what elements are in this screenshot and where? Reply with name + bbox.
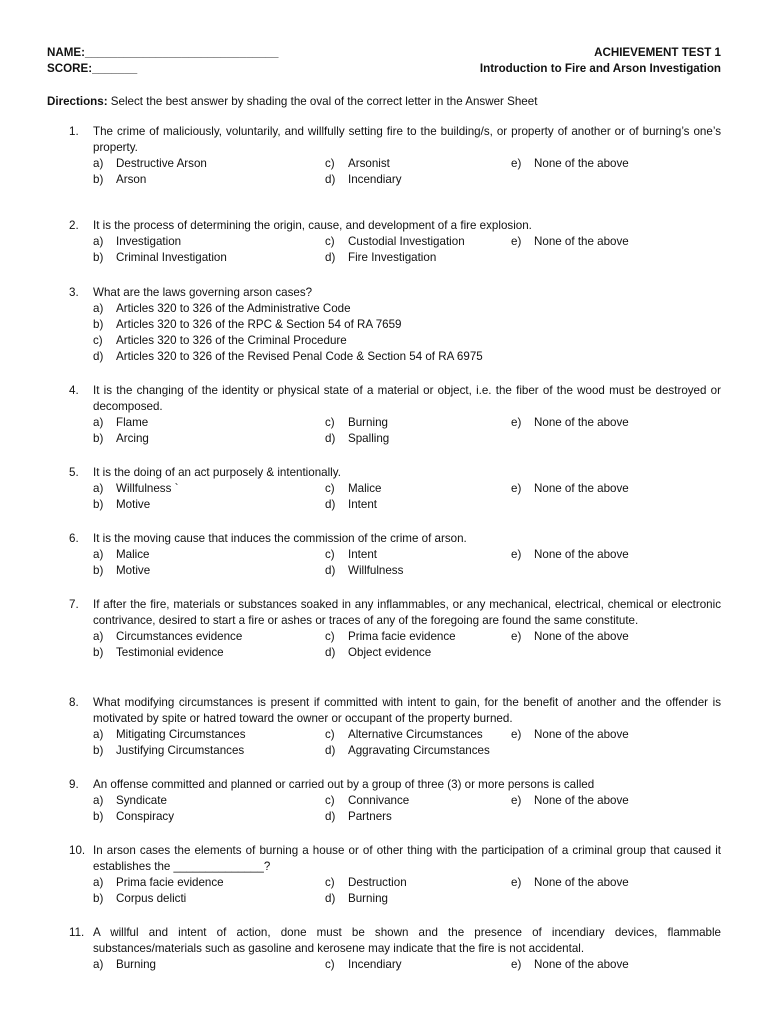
option-text: Arcing	[116, 432, 149, 445]
answer-option	[93, 317, 721, 333]
answer-option	[325, 156, 511, 172]
option-text: Syndicate	[116, 794, 167, 807]
option-row	[93, 743, 721, 759]
option-row	[93, 629, 721, 645]
option-letter: a)	[93, 548, 104, 561]
answer-option	[511, 415, 721, 431]
option-letter: a)	[93, 728, 104, 741]
option-row	[93, 481, 721, 497]
option-text: Prima facie evidence	[348, 630, 456, 643]
option-text: Partners	[348, 810, 392, 823]
answer-option	[325, 415, 511, 431]
option-letter: e)	[511, 958, 522, 971]
answer-option	[325, 250, 511, 266]
option-text: Willfulness `	[116, 482, 179, 495]
option-text: Corpus delicti	[116, 892, 187, 905]
option-row	[93, 809, 721, 825]
option-row	[93, 891, 721, 907]
answer-option	[93, 156, 325, 172]
answer-option	[93, 172, 325, 188]
question-text: What are the laws governing arson cases?	[93, 286, 313, 299]
option-text: Willfulness	[348, 564, 404, 577]
option-text: Mitigating Circumstances	[116, 728, 246, 741]
answer-option	[511, 875, 721, 891]
option-letter: a)	[93, 958, 104, 971]
option-text: Articles 320 to 326 of the Administrative Code	[116, 302, 351, 315]
option-letter: b)	[93, 564, 104, 577]
option-letter: e)	[511, 157, 522, 170]
option-text: Articles 320 to 326 of the Criminal Procedure	[116, 334, 347, 347]
question-item	[47, 285, 721, 365]
option-text: None of the above	[534, 794, 629, 807]
option-text: Testimonial evidence	[116, 646, 224, 659]
answer-option	[511, 629, 721, 645]
option-letter: a)	[93, 482, 104, 495]
option-group	[93, 547, 721, 579]
option-letter: c)	[325, 794, 335, 807]
option-row	[93, 301, 721, 317]
option-text: Criminal Investigation	[116, 251, 227, 264]
option-group	[93, 481, 721, 513]
option-text: Articles 320 to 326 of the RPC & Section 54 of RA 7659	[116, 318, 402, 331]
question-text: In arson cases the elements of burning a house or of other thing with the participation of a criminal group that caused it establishes the ______________?	[93, 844, 721, 873]
option-text: Incendiary	[348, 173, 402, 186]
option-letter: a)	[93, 157, 104, 170]
answer-option	[93, 875, 325, 891]
option-row	[93, 875, 721, 891]
option-row	[93, 156, 721, 172]
option-letter: d)	[325, 251, 336, 264]
option-letter: e)	[511, 876, 522, 889]
option-row	[93, 645, 721, 661]
option-letter: e)	[511, 794, 522, 807]
question-number: 1.	[69, 125, 79, 138]
option-group	[93, 875, 721, 907]
question-text: What modifying circumstances is present if committed with intent to gain, for the benefit of another and the offender is motivated by spite or hatred toward the owner or occupant of the property burned.	[93, 696, 721, 725]
question-text: A willful and intent of action, done must be shown and the presence of incendiary devices, flammable substances/materials such as gasoline and kerosene may indicate that the fire is not accidental.	[93, 926, 721, 955]
question-text: It is the moving cause that induces the commission of the crime of arson.	[93, 532, 467, 545]
question-number: 7.	[69, 598, 79, 611]
option-letter: d)	[93, 350, 104, 363]
option-text: Fire Investigation	[348, 251, 437, 264]
answer-option	[511, 234, 721, 250]
option-letter: e)	[511, 235, 522, 248]
answer-option	[93, 234, 325, 250]
option-row	[93, 250, 721, 266]
answer-option	[511, 481, 721, 497]
answer-option	[511, 793, 721, 809]
answer-option	[325, 645, 511, 661]
option-row	[93, 317, 721, 333]
directions-label: Directions:	[47, 95, 108, 108]
question-item	[47, 597, 721, 661]
option-text: Burning	[348, 892, 388, 905]
option-letter: d)	[325, 432, 336, 445]
answer-option	[93, 547, 325, 563]
question-item	[47, 695, 721, 759]
option-text: Arsonist	[348, 157, 390, 170]
option-letter: c)	[325, 958, 335, 971]
question-number: 10.	[69, 844, 86, 857]
answer-option	[93, 743, 325, 759]
option-row	[93, 563, 721, 579]
question-item	[47, 925, 721, 973]
option-text: None of the above	[534, 157, 629, 170]
question-item	[47, 465, 721, 513]
option-letter: e)	[511, 416, 522, 429]
answer-option	[93, 250, 325, 266]
answer-option	[93, 497, 325, 513]
answer-option	[325, 793, 511, 809]
option-letter: c)	[325, 235, 335, 248]
answer-option	[325, 563, 511, 579]
option-group	[93, 156, 721, 188]
question-text: The crime of maliciously, voluntarily, and willfully setting fire to the building/s, or property of another or of burning’s one’s property.	[93, 125, 721, 154]
answer-option	[93, 563, 325, 579]
option-letter: c)	[325, 630, 335, 643]
question-item	[47, 383, 721, 447]
answer-option	[511, 156, 721, 172]
question-text: If after the fire, materials or substances soaked in any inflammables, or any mechanical, electrical, chemical or electronic contrivance, desired to start a fire or ashes or traces of any of the foregoing are found the same constitute.	[93, 598, 721, 627]
option-letter: c)	[325, 728, 335, 741]
answer-option	[93, 629, 325, 645]
answer-option	[325, 629, 511, 645]
question-text: It is the doing of an act purposely & intentionally.	[93, 466, 341, 479]
option-letter: e)	[511, 548, 522, 561]
option-group	[93, 234, 721, 266]
option-letter: e)	[511, 728, 522, 741]
option-group	[93, 727, 721, 759]
option-letter: b)	[93, 432, 104, 445]
answer-option	[511, 957, 721, 973]
option-letter: b)	[93, 646, 104, 659]
answer-option	[325, 891, 511, 907]
option-row	[93, 727, 721, 743]
answer-option	[325, 497, 511, 513]
option-letter: a)	[93, 302, 104, 315]
answer-option	[93, 957, 325, 973]
option-text: Conspiracy	[116, 810, 174, 823]
option-text: Burning	[116, 958, 156, 971]
answer-option	[93, 431, 325, 447]
question-number: 2.	[69, 219, 79, 232]
option-row	[93, 793, 721, 809]
option-letter: c)	[325, 482, 335, 495]
option-letter: c)	[325, 416, 335, 429]
answer-option	[93, 891, 325, 907]
answer-option	[325, 481, 511, 497]
option-row	[93, 172, 721, 188]
answer-option	[93, 645, 325, 661]
option-letter: a)	[93, 794, 104, 807]
question-number: 3.	[69, 286, 79, 299]
answer-option	[325, 743, 511, 759]
question-number: 4.	[69, 384, 79, 397]
score-field-label: SCORE:_______	[47, 62, 138, 75]
answer-option	[93, 415, 325, 431]
answer-option	[93, 301, 721, 317]
option-text: None of the above	[534, 416, 629, 429]
option-text: Destructive Arson	[116, 157, 207, 170]
option-letter: d)	[325, 892, 336, 905]
option-letter: b)	[93, 744, 104, 757]
answer-option	[93, 727, 325, 743]
option-text: Motive	[116, 564, 151, 577]
answer-option	[93, 793, 325, 809]
option-group	[93, 793, 721, 825]
option-text: Intent	[348, 498, 378, 511]
option-text: Arson	[116, 173, 147, 186]
option-text: Malice	[348, 482, 382, 495]
option-letter: b)	[93, 892, 104, 905]
option-letter: c)	[93, 334, 103, 347]
answer-option	[325, 875, 511, 891]
option-letter: a)	[93, 416, 104, 429]
question-number: 11.	[69, 926, 85, 939]
option-text: None of the above	[534, 482, 629, 495]
option-row	[93, 415, 721, 431]
answer-option	[93, 333, 721, 349]
question-text: An offense committed and planned or carried out by a group of three (3) or more persons is called	[93, 778, 595, 791]
question-item	[47, 843, 721, 907]
question-number: 6.	[69, 532, 79, 545]
option-letter: b)	[93, 498, 104, 511]
question-number: 8.	[69, 696, 79, 709]
option-letter: b)	[93, 173, 104, 186]
option-letter: c)	[325, 157, 335, 170]
option-text: Aggravating Circumstances	[348, 744, 490, 757]
option-text: Circumstances evidence	[116, 630, 243, 643]
question-item	[47, 124, 721, 188]
answer-option	[325, 234, 511, 250]
option-group	[93, 957, 721, 973]
option-letter: c)	[325, 548, 335, 561]
option-text: Malice	[116, 548, 150, 561]
option-text: Destruction	[348, 876, 407, 889]
option-row	[93, 431, 721, 447]
option-text: None of the above	[534, 876, 629, 889]
option-row	[93, 497, 721, 513]
option-letter: d)	[325, 646, 336, 659]
option-row	[93, 234, 721, 250]
option-letter: a)	[93, 630, 104, 643]
answer-option	[325, 957, 511, 973]
option-letter: b)	[93, 318, 104, 331]
answer-option	[325, 547, 511, 563]
option-row	[93, 349, 721, 365]
answer-option	[325, 809, 511, 825]
option-letter: d)	[325, 564, 336, 577]
question-item	[47, 777, 721, 825]
option-text: Object evidence	[348, 646, 432, 659]
option-text: Intent	[348, 548, 378, 561]
option-letter: a)	[93, 876, 104, 889]
option-group	[93, 415, 721, 447]
option-letter: a)	[93, 235, 104, 248]
test-title: ACHIEVEMENT TEST 1	[594, 46, 721, 59]
question-number: 5.	[69, 466, 79, 479]
option-letter: e)	[511, 482, 522, 495]
option-letter: d)	[325, 173, 336, 186]
option-text: None of the above	[534, 728, 629, 741]
answer-option	[93, 481, 325, 497]
option-letter: c)	[325, 876, 335, 889]
answer-option	[93, 349, 721, 365]
option-group	[93, 301, 721, 365]
answer-option	[511, 547, 721, 563]
option-row	[93, 333, 721, 349]
option-text: None of the above	[534, 630, 629, 643]
option-text: Alternative Circumstances	[348, 728, 483, 741]
option-text: Connivance	[348, 794, 410, 807]
option-letter: d)	[325, 498, 336, 511]
option-text: Articles 320 to 326 of the Revised Penal Code & Section 54 of RA 6975	[116, 350, 483, 363]
option-text: Incendiary	[348, 958, 402, 971]
option-letter: d)	[325, 810, 336, 823]
answer-option	[325, 727, 511, 743]
option-text: Flame	[116, 416, 149, 429]
answer-option	[325, 431, 511, 447]
answer-option	[511, 727, 721, 743]
option-letter: b)	[93, 251, 104, 264]
option-text: None of the above	[534, 548, 629, 561]
option-text: Motive	[116, 498, 151, 511]
option-text: Spalling	[348, 432, 390, 445]
question-item	[47, 218, 721, 266]
directions-text: Select the best answer by shading the oval of the correct letter in the Answer Sheet	[107, 95, 538, 108]
option-text: Investigation	[116, 235, 182, 248]
option-letter: d)	[325, 744, 336, 757]
option-text: None of the above	[534, 958, 629, 971]
answer-option	[325, 172, 511, 188]
option-text: Burning	[348, 416, 388, 429]
option-text: Prima facie evidence	[116, 876, 224, 889]
question-text: It is the changing of the identity or physical state of a material or object, i.e. the fiber of the wood must be destroyed or decomposed.	[93, 384, 721, 413]
subject-title: Introduction to Fire and Arson Investigation	[479, 62, 721, 75]
header	[47, 45, 721, 77]
question-number: 9.	[69, 778, 79, 791]
name-field-label: NAME:______________________________	[47, 46, 279, 59]
option-letter: e)	[511, 630, 522, 643]
option-text: Custodial Investigation	[348, 235, 465, 248]
option-row	[93, 547, 721, 563]
option-text: Justifying Circumstances	[116, 744, 245, 757]
answer-option	[93, 809, 325, 825]
directions	[47, 94, 721, 110]
option-row	[93, 957, 721, 973]
option-group	[93, 629, 721, 661]
option-letter: b)	[93, 810, 104, 823]
option-text: None of the above	[534, 235, 629, 248]
question-text: It is the process of determining the origin, cause, and development of a fire explosion.	[93, 219, 532, 232]
question-item	[47, 531, 721, 579]
